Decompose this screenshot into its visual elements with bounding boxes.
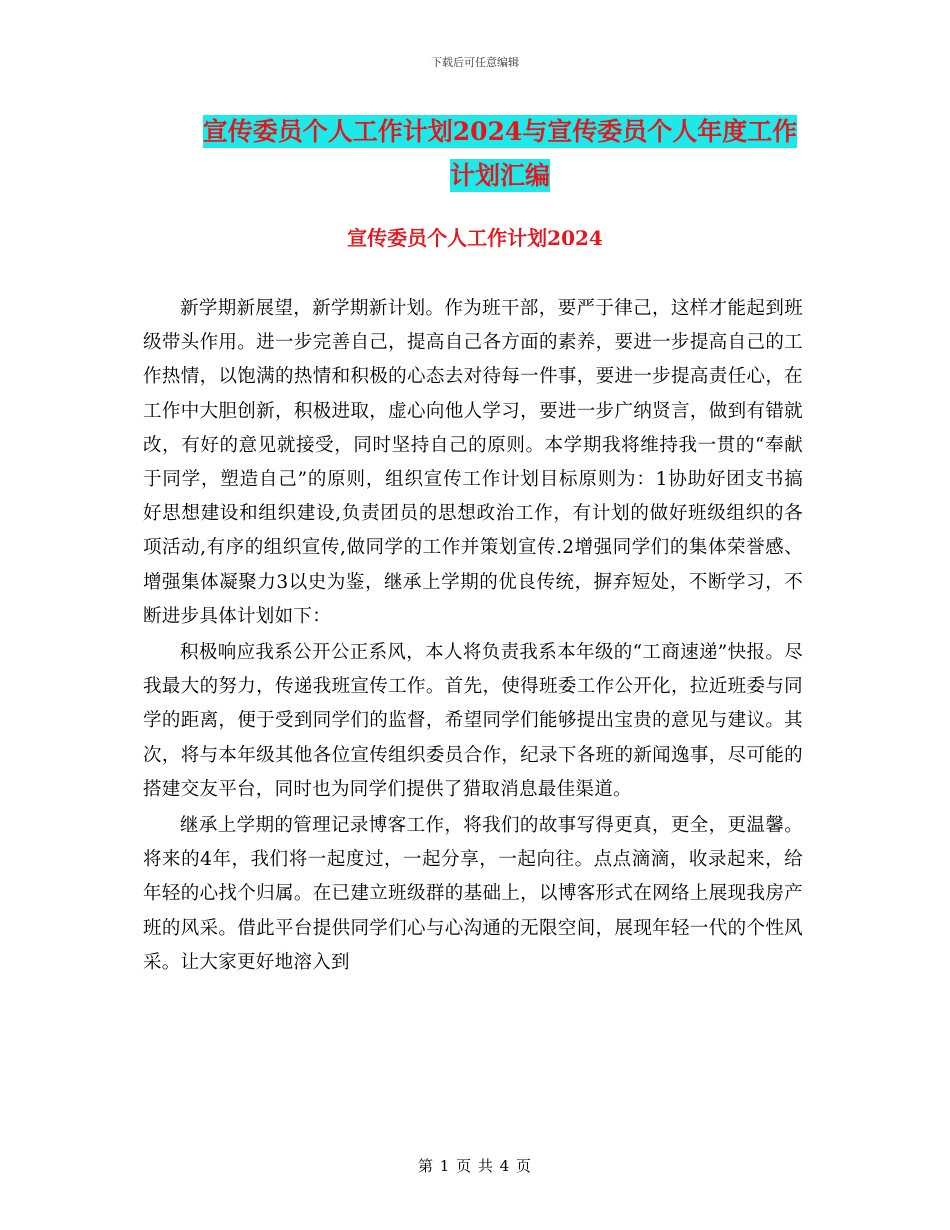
document-title xyxy=(140,110,860,198)
document-title-line2: 计划汇编 xyxy=(449,161,550,190)
page-number-footer: 第 1 页 共 4 页 xyxy=(418,1157,532,1175)
header-note: 下载后可任意编辑 xyxy=(431,56,519,69)
document-body xyxy=(143,292,803,982)
body-paragraph: 继承上学期的管理记录博客工作，将我们的故事写得更真，更全，更温馨。将来的4年，我们将一起度过，一起分享，一起向往。点点滴滴，收录起来，给年轻的心找个归属。在已建立班级群的基础上，以博客形式在网络上展现我房产班的风采。借此平台提供同学们心与心沟通的无限空间，展现年轻一代的个性风采。让大家更好地溶入到 xyxy=(143,815,803,973)
document-title-line1: 宣传委员个人工作计划2024与宣传委员个人年度工作 xyxy=(202,117,798,146)
section-title: 宣传委员个人工作计划2024 xyxy=(347,226,603,250)
body-paragraph: 新学期新展望，新学期新计划。作为班干部，要严于律己，这样才能起到班级带头作用。进一步完善自己，提高自己各方面的素养，要进一步提高自己的工作热情，以饱满的热情和积极的心态去对待每一件事，要进一步提高责任心，在工作中大胆创新，积极进取，虚心向他人学习，要进一步广纳贤言，做到有错就改，有好的意见就接受，同时坚持自己的原则。本学期我将维持我一贯的“奉献于同学，塑造自己”的原则，组织宣传工作计划目标原则为：1协助好团支书搞好思想建设和组织建设,负责团员的思想政治工作，有计划的做好班级组织的各项活动,有序的组织宣传,做同学的工作并策划宣传.2增强同学们的集体荣誉感、增强集体凝聚力3以史为鉴，继承上学期的优良传统，摒弃短处，不断学习，不断进步具体计划如下： xyxy=(143,298,803,627)
body-paragraph: 积极响应我系公开公正系风，本人将负责我系本年级的“工商速递”快报。尽我最大的努力，传递我班宣传工作。首先，使得班委工作公开化，拉近班委与同学的距离，便于受到同学们的监督，希望同学们能够提出宝贵的意见与建议。其次，将与本年级其他各位宣传组织委员合作，纪录下各班的新闻逸事，尽可能的搭建交友平台，同时也为同学们提供了猎取消息最佳渠道。 xyxy=(143,642,803,800)
